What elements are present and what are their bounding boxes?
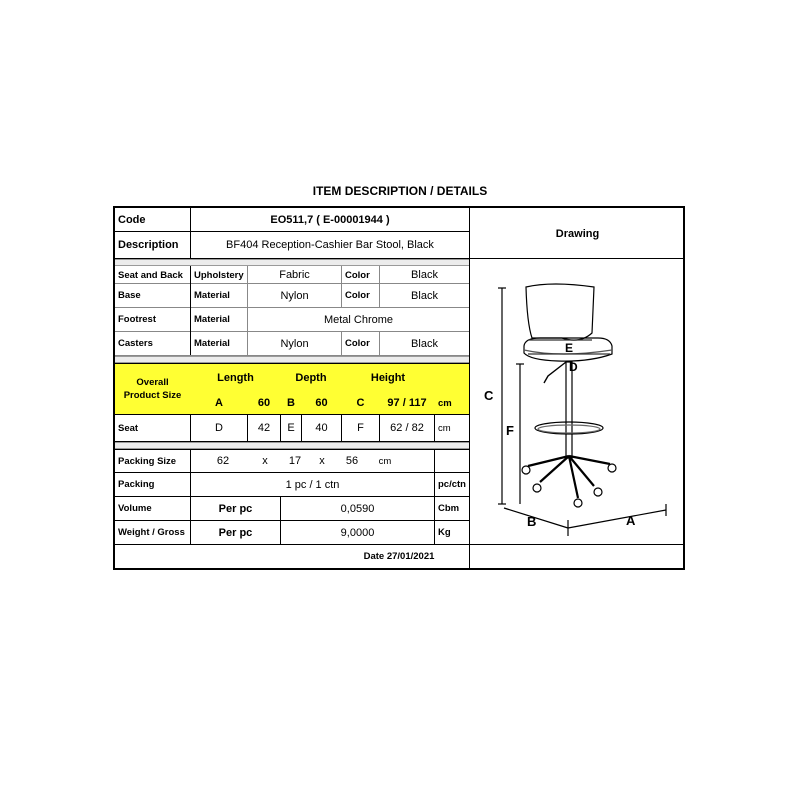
packing-size-label: Packing Size — [118, 455, 177, 467]
packing-times-1: x — [262, 455, 268, 467]
stool-drawing — [470, 258, 684, 544]
dim-e-letter: E — [287, 422, 295, 434]
stool-lever — [544, 362, 566, 383]
depth-header: Depth — [295, 371, 327, 384]
material-part: Base — [118, 290, 141, 301]
spec-sheet — [113, 206, 685, 570]
material-value: Fabric — [279, 269, 310, 281]
weight-unit: Kg — [438, 527, 451, 538]
dim-label-f: F — [506, 423, 514, 438]
page-title: ITEM DESCRIPTION / DETAILS — [312, 184, 488, 198]
height-header: Height — [370, 371, 406, 384]
date-footer: Date 27/01/2021 — [363, 551, 435, 562]
packing-label: Packing — [118, 479, 155, 490]
overall-unit: cm — [438, 397, 452, 409]
volume-unit: Cbm — [438, 503, 460, 514]
dim-d-value: 42 — [257, 422, 271, 434]
drawing-title: Drawing — [555, 228, 600, 240]
dim-f-value: 62 / 82 — [390, 422, 424, 434]
material-value: Nylon — [280, 337, 309, 350]
caster — [574, 499, 582, 507]
caster — [608, 464, 616, 472]
stool-backrest — [526, 284, 594, 340]
dim-label-e: E — [565, 341, 574, 355]
dim-b-value: 60 — [315, 397, 328, 409]
code-label: Code — [118, 213, 146, 226]
dim-c-value: 97 / 117 — [387, 397, 427, 409]
dim-f-letter: F — [357, 422, 364, 434]
color-value: Black — [411, 289, 438, 302]
material-type: Upholstery — [194, 269, 244, 281]
material-type: Material — [194, 338, 230, 349]
dim-e-value: 40 — [315, 422, 328, 434]
packing-width: 17 — [288, 455, 302, 467]
dim-label-a: A — [626, 513, 636, 528]
packing-height: 56 — [345, 455, 359, 467]
dim-b-letter: B — [287, 397, 295, 409]
material-part: Seat and Back — [118, 269, 183, 281]
caster — [594, 488, 602, 496]
volume-label: Volume — [118, 503, 152, 514]
material-value: Metal Chrome — [323, 313, 394, 326]
dim-label-d: D — [569, 360, 578, 374]
weight-label: Weight / Gross — [118, 527, 185, 538]
color-value: Black — [411, 337, 438, 350]
seat-label: Seat — [118, 422, 139, 434]
dim-a-value: 60 — [257, 397, 271, 409]
overall-size-label: Overall Product Size — [123, 377, 182, 401]
stool-base — [528, 456, 610, 498]
color-label: Color — [345, 290, 370, 301]
stool-column — [566, 362, 572, 458]
dim-label-c: C — [484, 388, 494, 403]
packing-unit: pc/ctn — [438, 479, 466, 490]
seat-unit: cm — [438, 422, 451, 434]
material-type: Material — [194, 290, 230, 301]
dim-c-letter: C — [356, 397, 365, 409]
length-header: Length — [217, 371, 254, 384]
description-label: Description — [118, 239, 179, 251]
material-value: Nylon — [280, 289, 309, 302]
color-value: Black — [411, 269, 438, 281]
caster — [522, 466, 530, 474]
caster — [533, 484, 541, 492]
packing-size-unit: cm — [378, 455, 392, 467]
color-label: Color — [345, 269, 370, 281]
code-value: EO511,7 ( E-00001944 ) — [270, 213, 390, 226]
dim-a-letter: A — [215, 397, 223, 409]
volume-value: 0,0590 — [340, 502, 375, 515]
material-part: Footrest — [118, 314, 156, 325]
material-part: Casters — [118, 338, 153, 349]
weight-value: 9,0000 — [340, 526, 375, 539]
packing-times-2: x — [319, 455, 325, 467]
color-label: Color — [345, 338, 370, 349]
packing-length: 62 — [216, 455, 230, 467]
dim-label-b: B — [527, 514, 537, 529]
row-separator — [115, 259, 469, 266]
dim-d-letter: D — [215, 422, 223, 434]
drawing-panel — [469, 208, 685, 568]
description-value: BF404 Reception-Cashier Bar Stool, Black — [226, 239, 434, 251]
weight-per: Per pc — [218, 526, 253, 539]
packing-value: 1 pc / 1 ctn — [285, 478, 340, 491]
volume-per: Per pc — [218, 502, 253, 515]
material-type: Material — [194, 314, 230, 325]
row-separator — [115, 356, 469, 363]
row-separator — [115, 442, 469, 449]
